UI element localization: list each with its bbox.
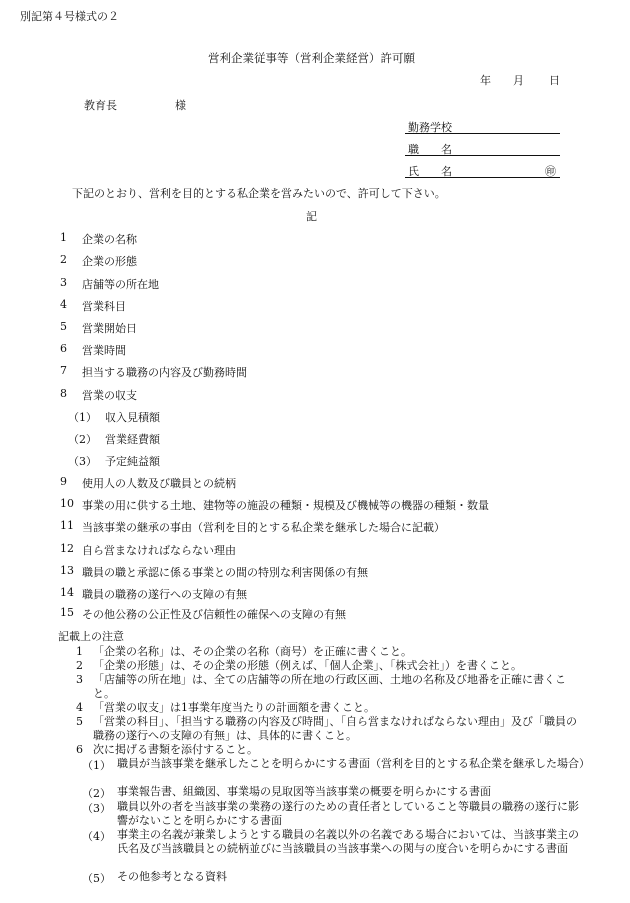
note-number: （1） <box>82 759 111 772</box>
note-number: （2） <box>82 787 111 800</box>
date-year: 年 <box>480 74 491 87</box>
note-number: 6 <box>76 743 83 756</box>
item-number: 3 <box>60 276 67 289</box>
item-text: 営業開始日 <box>82 322 137 335</box>
note-number: （3） <box>82 802 111 815</box>
item-number: （1） <box>68 411 97 424</box>
note-number: 1 <box>76 645 83 658</box>
item-text: 営業時間 <box>82 344 126 357</box>
item-number: 8 <box>60 387 67 400</box>
item-number: 12 <box>60 542 74 555</box>
item-number: 15 <box>60 606 74 619</box>
note-text: 職員が当該事業を継承したことを明らかにする書面（営利を目的とする私企業を継承した場合） <box>117 757 590 770</box>
note-text: 次に掲げる書類を添付すること。 <box>93 743 258 756</box>
note-number: 4 <box>76 701 83 714</box>
name-underline <box>405 177 560 178</box>
item-number: 5 <box>60 320 67 333</box>
position-underline <box>405 155 560 156</box>
item-text: 営業科目 <box>82 300 126 313</box>
request-text: 下記のとおり、営利を目的とする私企業を営みたいので、許可して下さい。 <box>72 187 446 200</box>
item-number: 13 <box>60 564 74 577</box>
notes-title: 記載上の注意 <box>58 630 124 643</box>
position-label: 職 名 <box>408 143 452 156</box>
name-label: 氏 名 <box>408 165 452 178</box>
item-number: （3） <box>68 455 97 468</box>
item-number: 9 <box>60 475 67 488</box>
item-number: 14 <box>60 586 74 599</box>
note-number: 5 <box>76 715 83 728</box>
seal-mark: ㊞ <box>545 165 556 178</box>
note-text: 「店舗等の所在地」は、全ての店舗等の所在地の行政区画、土地の名称及び地番を正確に書くこと。 <box>93 673 566 700</box>
item-text: 予定純益額 <box>105 455 160 468</box>
note-text: 「営業の収支」は1事業年度当たりの計画額を書くこと。 <box>93 701 375 714</box>
note-text: 「企業の形態」は、その企業の形態（例えば、「個人企業」、「株式会社」）を書くこと。 <box>93 659 522 672</box>
school-label: 勤務学校 <box>408 121 452 134</box>
note-number: （4） <box>82 830 111 843</box>
item-text: 店舗等の所在地 <box>82 278 159 291</box>
item-text: 営業の収支 <box>82 389 137 402</box>
date-day: 日 <box>549 74 560 87</box>
item-text: 営業経費額 <box>105 433 160 446</box>
note-text: 職員以外の者を当該事業の業務の遂行のための責任者としていること等職員の職務の遂行に影響がないことを明らかにする書面 <box>117 800 579 827</box>
note-number: （5） <box>82 872 111 885</box>
ki-label: 記 <box>306 210 317 223</box>
item-number: 2 <box>60 253 67 266</box>
addressee-name: 教育長 <box>84 99 117 112</box>
item-text: 自ら営まなければならない理由 <box>82 544 236 557</box>
item-text: その他公務の公正性及び信頼性の確保への支障の有無 <box>82 608 346 621</box>
note-text: 事業報告書、組織図、事業場の見取図等当該事業の概要を明らかにする書面 <box>117 785 491 798</box>
date-month: 月 <box>513 74 524 87</box>
item-text: 職員の職務の遂行への支障の有無 <box>82 588 247 601</box>
note-text: その他参考となる資料 <box>117 870 227 883</box>
item-text: 収入見積額 <box>105 411 160 424</box>
note-text: 事業主の名義が兼業しようとする職員の名義以外の名義である場合においては、当該事業主の氏名及び当該職員との続柄並びに当該職員の当該事業への関与の度合いを明らかにする書面 <box>117 828 579 855</box>
note-text: 「営業の科目」、「担当する職務の内容及び時間」、「自ら営まなければならない理由」及び「職員の職務の遂行への支障の有無」は、具体的に書くこと。 <box>93 715 577 742</box>
item-text: 担当する職務の内容及び勤務時間 <box>82 366 247 379</box>
item-number: 1 <box>60 231 67 244</box>
school-underline <box>405 133 560 134</box>
item-text: 事業の用に供する土地、建物等の施設の種類・規模及び機械等の機器の種類・数量 <box>82 499 489 512</box>
addressee-honorific: 様 <box>175 99 186 112</box>
note-text: 「企業の名称」は、その企業の名称（商号）を正確に書くこと。 <box>93 645 412 658</box>
item-number: 4 <box>60 298 67 311</box>
item-number: （2） <box>68 433 97 446</box>
item-number: 7 <box>60 364 67 377</box>
item-text: 企業の形態 <box>82 255 137 268</box>
item-text: 使用人の人数及び職員との続柄 <box>82 477 236 490</box>
document-title: 営利企業従事等（営利企業経営）許可願 <box>208 51 415 65</box>
item-text: 企業の名称 <box>82 233 137 246</box>
note-number: 2 <box>76 659 83 672</box>
item-text: 当該事業の継承の事由（営利を目的とする私企業を継承した場合に記載） <box>82 521 445 534</box>
form-id: 別記第４号様式の２ <box>20 10 119 23</box>
item-number: 6 <box>60 342 67 355</box>
item-number: 10 <box>60 497 74 510</box>
note-number: 3 <box>76 673 83 686</box>
item-number: 11 <box>60 519 74 532</box>
item-text: 職員の職と承認に係る事業との間の特別な利害関係の有無 <box>82 566 368 579</box>
